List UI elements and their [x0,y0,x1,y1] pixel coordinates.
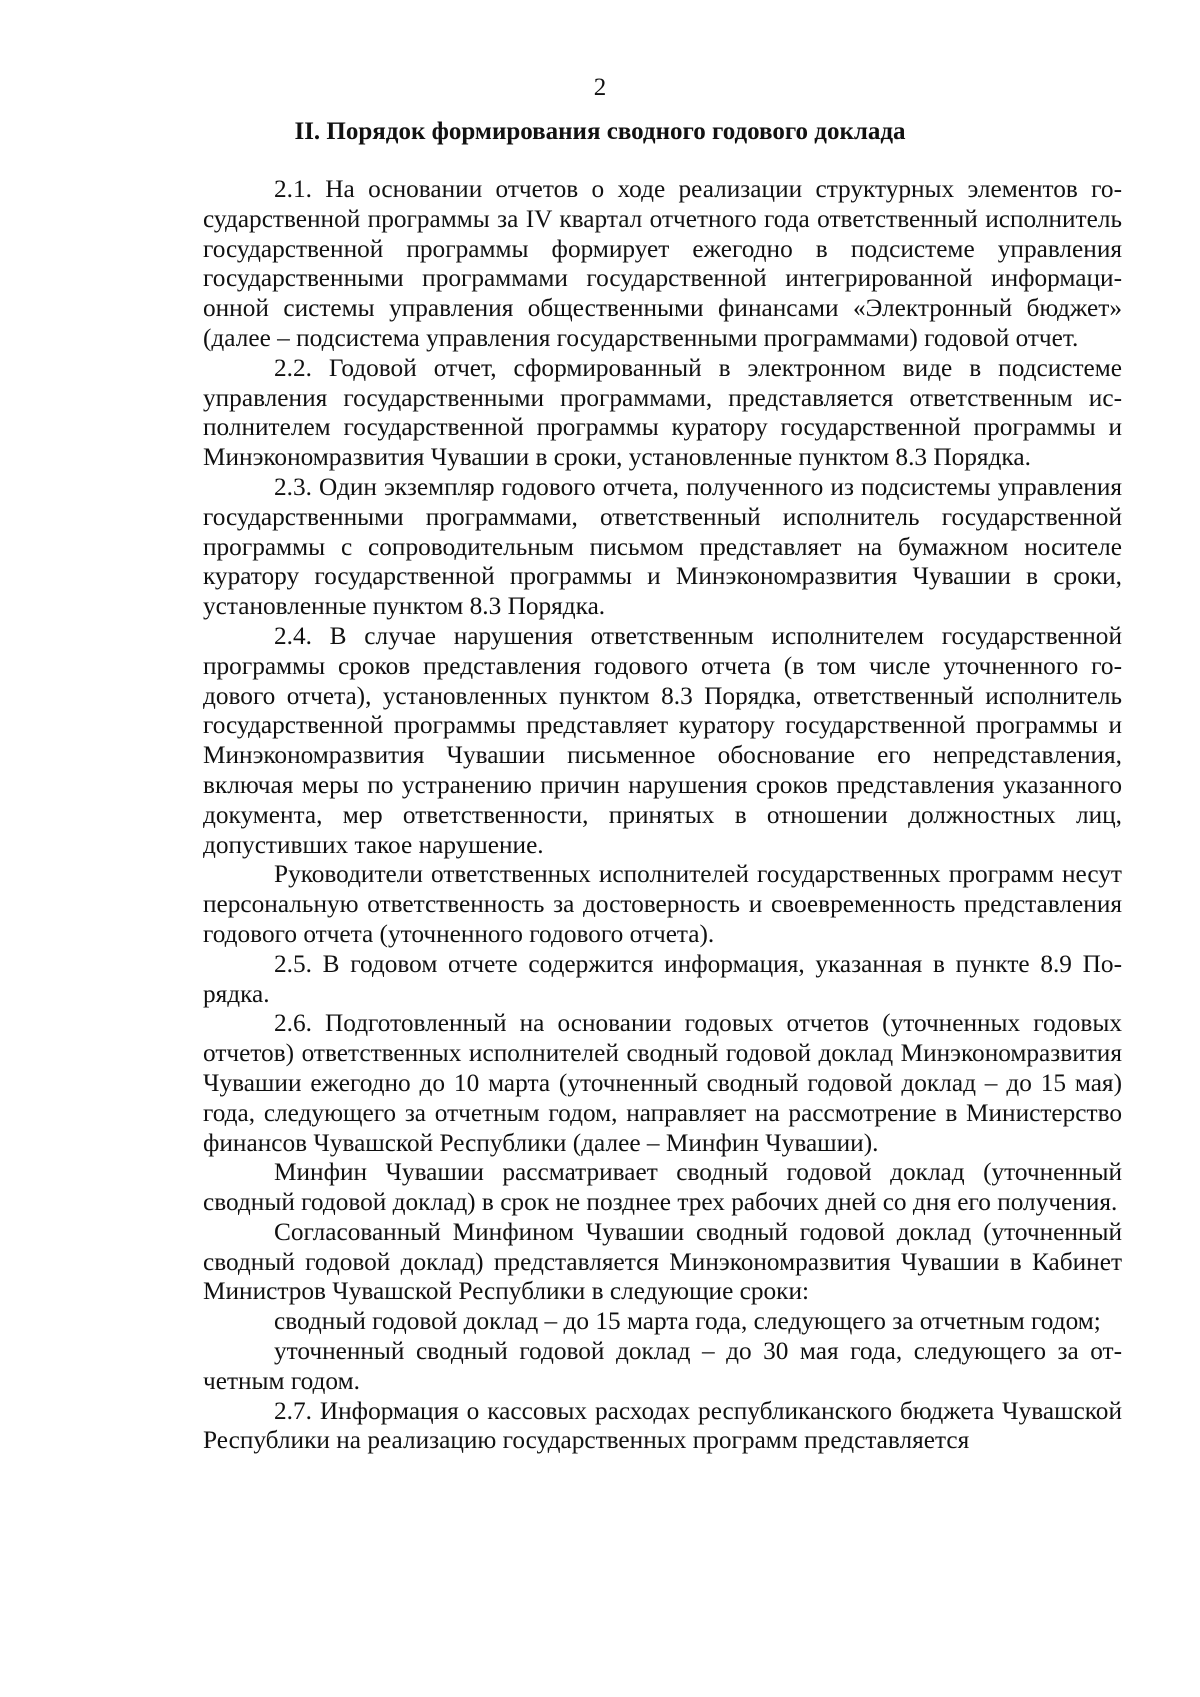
paragraph-2-1: 2.1. На основании отчетов о ходе реализации структурных элементов государственной программы за IV квартал отчетного года ответственный исполнитель государственной программы формирует ежегодно в подсистеме управления государственными программами государственной интегрированной информационной системы управления общественными финансами «Электронный бюджет» (далее – подсистема управления государственными программами) годовой отчет. [203,175,1122,352]
paragraph-2-6: 2.6. Подготовленный на основании годовых отчетов (уточненных годовых отчетов) ответственных исполнителей сводный годовой доклад Минэкономразвития Чувашии ежегодно до 10 марта (уточненный сводный годовой доклад – до 15 мая) года, следующего за отчетным годом, направляет на рассмотрение в Министерство финансов Чувашской Республики (далее – Минфин Чувашии). [203,1009,1122,1157]
paragraph-responsibility: Руководители ответственных исполнителей государственных программ несут персональную ответственность за достоверность и своевременность представления годового отчета (уточненного годового отчета). [203,860,1122,948]
paragraph-2-4: 2.4. В случае нарушения ответственным исполнителем государственной программы сроков представления годового отчета (в том числе уточненного годового отчета), установленных пунктом 8.3 Порядка, ответственный исполнитель государственной программы представляет куратору государственной программы и Минэкономразвития Чувашии письменное обоснование его непредставления, включая меры по устранению причин нарушения сроков представления указанного документа, мер ответственности, принятых в отношении должностных лиц, допустивших такое нарушение. [203,621,1122,859]
paragraph-submission: Согласованный Минфином Чувашии сводный годовой доклад (уточненный сводный годовой доклад) представляется Минэкономразвития Чувашии в Кабинет Министров Чувашской Республики в следующие сроки: [203,1217,1122,1306]
paragraph-deadline-annual: сводный годовой доклад – до 15 марта года, следующего за отчетным годом; [274,1307,1101,1336]
document-body [203,175,1122,1456]
paragraph-2-5: 2.5. В годовом отчете содержится информация, указанная в пункте 8.9 Порядка. [203,949,1122,1008]
paragraph-2-2: 2.2. Годовой отчет, сформированный в электронном виде в подсистеме управления государственными программами, представляется ответственным исполнителем государственной программы куратору государственной программы и Минэкономразвития Чувашии в сроки, установленные пунктом 8.3 Порядка. [203,353,1122,472]
page-number: 2 [593,74,607,101]
section-title: II. Порядок формирования сводного годового доклада [294,118,906,145]
paragraph-deadline-revised: уточненный сводный годовой доклад – до 30 мая года, следующего за отчетным годом. [203,1337,1122,1395]
paragraph-2-3: 2.3. Один экземпляр годового отчета, полученного из подсистемы управления государственными программами, ответственный исполнитель государственной программы с сопроводительным письмом представляет на бумажном носителе куратору государственной программы и Минэкономразвития Чувашии в сроки, установленные пунктом 8.3 Порядка. [203,472,1122,621]
paragraph-minfin-review: Минфин Чувашии рассматривает сводный годовой доклад (уточненный сводный годовой доклад) в срок не позднее трех рабочих дней со дня его получения. [203,1158,1122,1217]
paragraph-2-7: 2.7. Информация о кассовых расходах республиканского бюджета Чувашской Республики на реализацию государственных программ представляется [203,1396,1122,1455]
